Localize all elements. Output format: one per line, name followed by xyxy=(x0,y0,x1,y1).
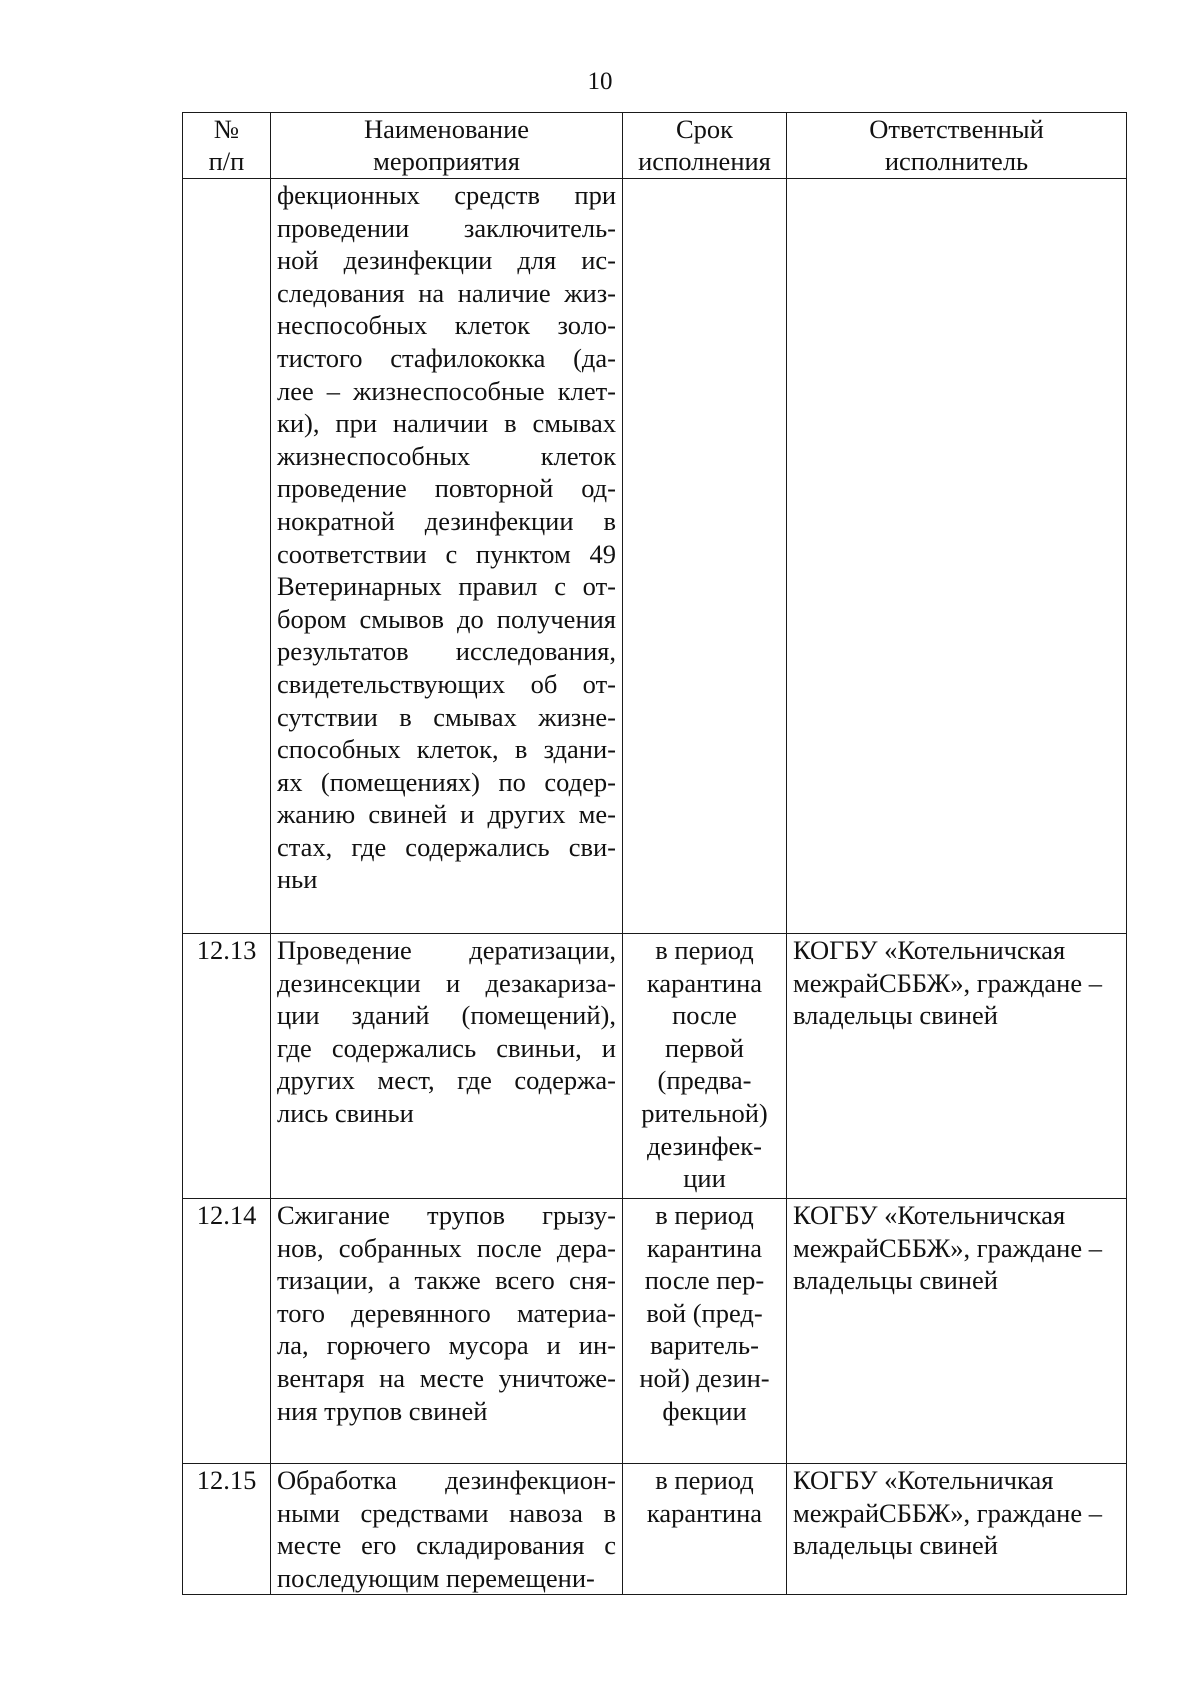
table-row xyxy=(183,1464,1127,1595)
header-responsible xyxy=(787,113,1127,179)
deadline-cell-line: в период xyxy=(655,935,754,965)
measure-name-cell-line: проведении заключитель- xyxy=(277,212,616,243)
measure-name-cell-line: ной дезинфекции для ис- xyxy=(277,245,616,276)
deadline-cell-line: карантина xyxy=(646,1497,763,1528)
responsible-cell-line: владельцы свиней xyxy=(793,1530,998,1561)
row-number-cell: 12.14 xyxy=(183,1199,271,1464)
deadline-cell-line: карантина xyxy=(646,967,763,998)
deadline-cell-line: ной) дезин- xyxy=(639,1362,770,1393)
deadline-cell xyxy=(623,934,787,1199)
measure-name-cell-line: соответствии с пунктом 49 xyxy=(277,538,616,569)
row-number-cell: 12.13 xyxy=(183,934,271,1199)
deadline-cell-line: варитель- xyxy=(650,1330,759,1361)
measure-name-cell-line: Ветеринарных правил с от- xyxy=(277,571,616,602)
measure-name-cell-line: тистого стафилококка (да- xyxy=(277,342,616,373)
measure-name-cell-line: ла, горючего мусора и ин- xyxy=(277,1330,616,1361)
measure-name-cell-line: ки), при наличии в смывах xyxy=(277,408,616,439)
measure-name-cell-line: бором смывов до получения xyxy=(277,603,616,634)
header-measure-name-line-1: Наименование xyxy=(363,114,530,144)
header-measure-name-line-2: мероприятия xyxy=(373,146,520,176)
header-number-line-1: № xyxy=(213,114,240,144)
measure-name-cell-line: месте его складирования с xyxy=(277,1530,616,1561)
deadline-cell-line: рительной) xyxy=(641,1097,768,1128)
deadline-cell-line: ции xyxy=(683,1163,726,1194)
table-row xyxy=(183,179,1127,934)
deadline-cell-line: после xyxy=(672,1000,737,1031)
measure-name-cell xyxy=(271,1464,623,1595)
table-row xyxy=(183,1199,1127,1464)
measure-name-cell-line: жанию свиней и других ме- xyxy=(277,799,616,830)
responsible-cell xyxy=(787,1464,1127,1595)
deadline-cell-line: в период xyxy=(655,1200,754,1230)
header-responsible-line-2: исполнитель xyxy=(884,146,1029,176)
measure-name-cell-line: лись свиньи xyxy=(277,1097,414,1128)
measure-name-cell-line: других мест, где содержа- xyxy=(277,1065,616,1096)
measures-table xyxy=(182,112,1127,1595)
measure-name-cell-line: ными средствами навоза в xyxy=(277,1497,616,1528)
table-body xyxy=(183,179,1127,1595)
measure-name-cell-line: ния трупов свиней xyxy=(277,1395,488,1426)
responsible-cell-line: КОГБУ «Котельничская xyxy=(793,1200,1066,1230)
header-responsible-line-1: Ответственный xyxy=(869,114,1044,144)
deadline-cell-line: дезинфек- xyxy=(646,1130,763,1161)
measure-name-cell-line: последующим перемещени- xyxy=(277,1562,595,1593)
responsible-cell-line: межрайСББЖ», граждане – xyxy=(793,1232,1102,1263)
deadline-cell-line: вой (пред- xyxy=(646,1297,763,1328)
measure-name-cell-line: ньи xyxy=(277,864,318,895)
measure-name-cell xyxy=(271,179,623,934)
measure-name-cell-line: лее – жизнеспособные клет- xyxy=(277,375,616,406)
measure-name-cell-line: тизации, а также всего сня- xyxy=(277,1265,616,1296)
measure-name-cell-line: где содержались свиньи, и xyxy=(277,1032,616,1063)
responsible-cell xyxy=(787,1199,1127,1464)
header-deadline-line-2: исполнения xyxy=(638,146,771,176)
page-number: 10 xyxy=(587,68,613,95)
measure-name-cell-line: свидетельствующих об от- xyxy=(277,668,616,699)
measure-name-cell-line: способных клеток, в здани- xyxy=(277,734,616,765)
header-deadline xyxy=(623,113,787,179)
measure-name-cell-line: дезинсекции и дезакариза- xyxy=(277,967,616,998)
deadline-cell-line: первой xyxy=(665,1032,744,1063)
deadline-cell-line: после пер- xyxy=(644,1265,765,1296)
measure-name-cell-line: следования на наличие жиз- xyxy=(277,277,616,308)
measure-name-cell-line: того деревянного материа- xyxy=(277,1297,616,1328)
responsible-cell-line: КОГБУ «Котельничкая xyxy=(793,1465,1054,1495)
responsible-cell xyxy=(787,179,1127,934)
table-row xyxy=(183,934,1127,1199)
responsible-cell xyxy=(787,934,1127,1199)
responsible-cell-line: межрайСББЖ», граждане – xyxy=(793,1497,1102,1528)
deadline-cell-line: в период xyxy=(655,1465,754,1495)
measure-name-cell-line: сутствии в смывах жизне- xyxy=(277,701,616,732)
measure-name-cell-line: ях (помещениях) по содер- xyxy=(277,766,616,797)
measure-name-cell-line: Проведение дератизации, xyxy=(277,935,616,965)
measure-name-cell-line: фекционных средств при xyxy=(277,180,616,210)
deadline-cell xyxy=(623,1199,787,1464)
header-number-line-2: п/п xyxy=(208,146,245,176)
measure-name-cell-line: жизнеспособных клеток xyxy=(277,440,616,471)
measure-name-cell xyxy=(271,934,623,1199)
measure-name-cell-line: нократной дезинфекции в xyxy=(277,505,616,536)
responsible-cell-line: межрайСББЖ», граждане – xyxy=(793,967,1102,998)
deadline-cell-line: карантина xyxy=(646,1232,763,1263)
measure-name-cell-line: результатов исследования, xyxy=(277,636,616,667)
responsible-cell-line: владельцы свиней xyxy=(793,1000,998,1031)
deadline-cell xyxy=(623,179,787,934)
responsible-cell-line: владельцы свиней xyxy=(793,1265,998,1296)
measure-name-cell-line: неспособных клеток золо- xyxy=(277,310,616,341)
measure-name-cell-line: проведение повторной од- xyxy=(277,473,616,504)
measure-name-cell xyxy=(271,1199,623,1464)
header-measure-name xyxy=(271,113,623,179)
responsible-cell-line: КОГБУ «Котельничская xyxy=(793,935,1066,965)
table-header-row xyxy=(183,113,1127,179)
deadline-cell xyxy=(623,1464,787,1595)
header-deadline-line-1: Срок xyxy=(675,114,734,144)
measure-name-cell-line: Обработка дезинфекцион- xyxy=(277,1465,616,1495)
measure-name-cell-line: нов, собранных после дера- xyxy=(277,1232,616,1263)
deadline-cell-line: (предва- xyxy=(657,1065,752,1096)
deadline-cell-line: фекции xyxy=(662,1395,747,1426)
measure-name-cell-line: стах, где содержались сви- xyxy=(277,831,616,862)
measure-name-cell-line: вентаря на месте уничтоже- xyxy=(277,1362,616,1393)
header-number xyxy=(183,113,271,179)
row-number-cell xyxy=(183,179,271,934)
measure-name-cell-line: ции зданий (помещений), xyxy=(277,1000,616,1031)
row-number-cell: 12.15 xyxy=(183,1464,271,1595)
measure-name-cell-line: Сжигание трупов грызу- xyxy=(277,1200,616,1230)
